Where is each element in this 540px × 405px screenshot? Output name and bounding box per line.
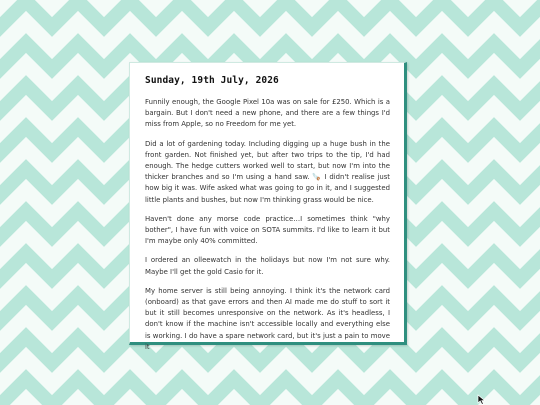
post-paragraph: I ordered an olleewatch in the holidays but now I'm not sure why. Maybe I'll get the gold Casio for it. bbox=[145, 256, 390, 276]
blog-post-card bbox=[129, 62, 407, 351]
post-body bbox=[145, 97, 390, 353]
post-paragraph: My home server is still being annoying. I think it's the network card (onboard) as that gave errors and then AI made me do stuff to sort it but it still becomes unresponsive on the network. As it's headless, I don't know if the machine isn't accessible locally and everything else is working. I do have a spare network card, but it's just a pain to move it bbox=[145, 286, 390, 351]
post-paragraph: Haven't done any morse code practice…I sometimes think "why bother", I have fun with voice on SOTA summits. I'd like to learn it but I'm maybe only 40% committed. bbox=[145, 214, 390, 246]
mouse-pointer-icon bbox=[478, 395, 487, 405]
post-paragraph: Did a lot of gardening today. Including digging up a huge bush in the front garden. Not finished yet, but after two trips to the tip, I'd had enough. The hedge cutters worked well to start, but now I'm into the thicker branches and so I'm using a hand saw. 🪚 I didn't realise just how big it was. Wife asked what was going to go in it, and I suggested little plants and bushes, but now I'm thinking grass would be nice. bbox=[145, 139, 390, 204]
post-date-heading: Sunday, 19th July, 2026 bbox=[145, 75, 279, 86]
post-paragraph: Funnily enough, the Google Pixel 10a was on sale for £250. Which is a bargain. But I don't need a new phone, and there are a few things I'd miss from Apple, so no Freedom for me yet. bbox=[145, 98, 390, 129]
